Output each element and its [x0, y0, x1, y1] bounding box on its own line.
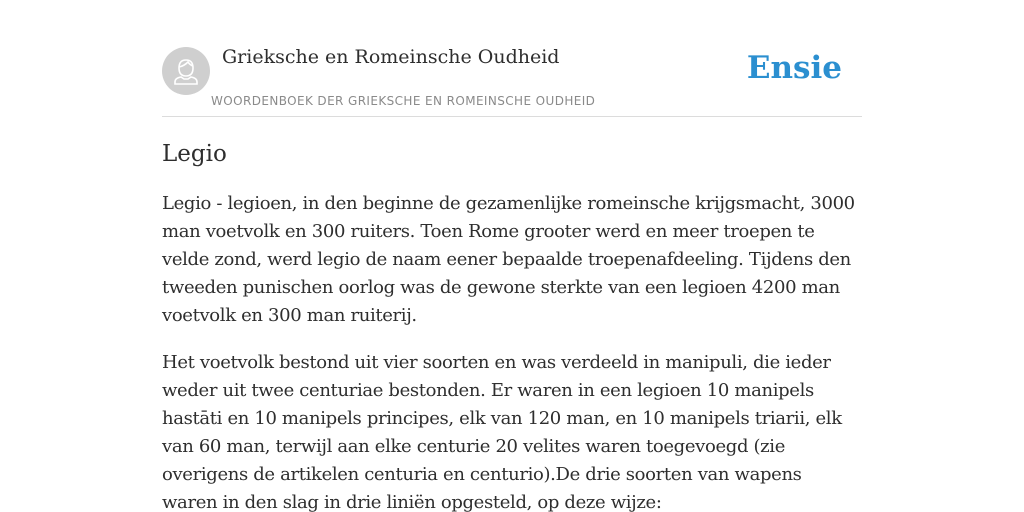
user-placeholder-icon: [162, 47, 210, 95]
book-title[interactable]: Grieksche en Romeinsche Oudheid: [222, 46, 560, 68]
book-subtitle: WOORDENBOEK DER GRIEKSCHE EN ROMEINSCHE OUDHEID: [211, 94, 596, 108]
content-container: [162, 0, 862, 512]
entry-body: [162, 190, 862, 512]
entry-title: Legio: [162, 141, 227, 167]
avatar[interactable]: [162, 47, 210, 95]
entry-paragraph: Het voetvolk bestond uit vier soorten en was verdeeld in manipuli, die ieder weder uit twee centuriae bestonden. Er waren in een legioen 10 manipels hastāti en 10 manipels principes, elk van 120 man, en 10 manipels triarii, elk van 60 man, terwijl aan elke centurie 20 velites waren toegevoegd (zie overigens de artikelen centuria en centurio).De drie soorten van wapens waren in den slag in drie liniën opgesteld, op deze wijze:: [162, 352, 842, 512]
brand-logo[interactable]: Ensie: [746, 50, 842, 86]
entry-paragraph: Legio - legioen, in den beginne de gezamenlijke romeinsche krijgsmacht, 3000 man voetvolk en 300 ruiters. Toen Rome grooter werd en meer troepen te velde zond, werd legio de naam eener bepaalde troepenafdeeling. Tijdens den tweeden punischen oorlog was de gewone sterkte van een legioen 4200 man voetvolk en 300 man ruiterij.: [162, 193, 855, 326]
header: [162, 0, 862, 117]
